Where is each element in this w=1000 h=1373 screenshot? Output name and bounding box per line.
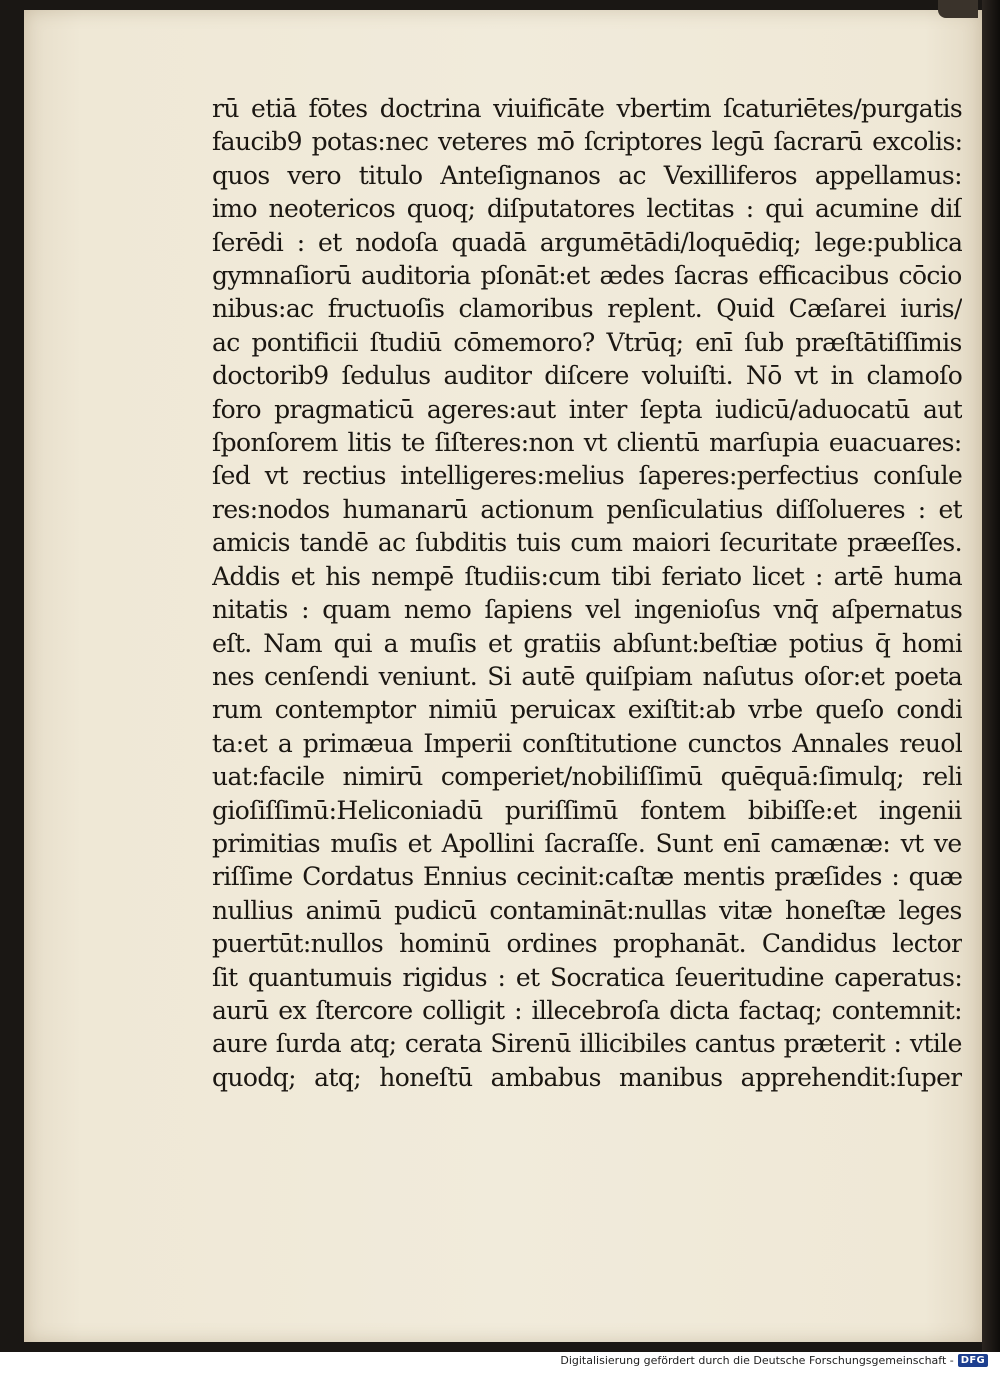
text-line: rum contemptor nimiū peruicax exiſtit:ab vrbe queſo condi bbox=[212, 695, 962, 725]
text-line: foro pragmaticū ageres:aut inter ſepta iudicū/aduocatū aut bbox=[212, 394, 962, 424]
text-line: aure ſurda atq; cerata Sirenū illicibiles cantus præterit : vtile bbox=[212, 1029, 962, 1059]
text-line: eſt. Nam qui a muſis et gratiis abſunt:beſtiæ potius q̄ homi bbox=[212, 628, 962, 658]
text-line: res:nodos humanarū actionum penſiculatius diſſolueres : et bbox=[212, 494, 962, 524]
text-line: quos vero titulo Anteſignanos ac Vexilliferos appellamus: bbox=[212, 160, 962, 190]
funding-credit-text: Digitalisierung gefördert durch die Deutsche Forschungsgemeinschaft - bbox=[560, 1354, 954, 1367]
text-line: uat:facile nimirū comperiet/nobiliſſimū quēquā:ſimulq; reli bbox=[212, 762, 962, 792]
text-line: ſit quantumuis rigidus : et Socratica ſeueritudine caperatus: bbox=[212, 962, 962, 992]
text-line: ſerēdi : et nodoſa quadā argumētādi/loquēdiq; lege:publica bbox=[212, 227, 962, 257]
page-corner bbox=[938, 0, 978, 18]
text-line: faucib9 potas:nec veteres mō ſcriptores legū ſacrarū excolis: bbox=[212, 127, 962, 157]
text-line: ſed vt rectius intelligeres:melius ſaperes:perfectius conſule bbox=[212, 461, 962, 491]
text-line: nullius animū pudicū contamināt:nullas vitæ honeſtæ leges bbox=[212, 895, 962, 925]
text-line: nibus:ac fructuoſis clamoribus replent. Quid Cæſarei iuris/ bbox=[212, 294, 962, 324]
text-line: nitatis : quam nemo ſapiens vel ingenioſus vnq̄ aſpernatus bbox=[212, 595, 962, 625]
text-line: aurū ex ſtercore colligit : illecebroſa dicta factaq; contemnit: bbox=[212, 995, 962, 1025]
book-edge bbox=[982, 0, 1000, 1352]
text-line: ta:et a primæua Imperii conſtitutione cunctos Annales reuol bbox=[212, 728, 962, 758]
text-line: ſponſorem litis te ſiſteres:non vt clientū marſupia euacuares: bbox=[212, 428, 962, 458]
text-line: imo neotericos quoq; diſputatores lectitas : qui acumine diſ bbox=[212, 194, 962, 224]
text-line: ac pontificii ſtudiū cōmemoro? Vtrūq; enī ſub præſtātiſſimis bbox=[212, 327, 962, 357]
text-line: primitias muſis et Apollini ſacraſſe. Sunt enī camænæ: vt ve bbox=[212, 828, 962, 858]
page-text bbox=[212, 92, 962, 1094]
text-line: nes cenſendi veniunt. Si autē quiſpiam naſutus oſor:et poeta bbox=[212, 661, 962, 691]
text-line: riſſime Cordatus Ennius cecinit:caſtæ mentis præſides : quæ bbox=[212, 862, 962, 892]
dfg-logo: DFG bbox=[958, 1354, 988, 1367]
text-line: amicis tandē ac ſubditis tuis cum maiori ſecuritate præeſſes. bbox=[212, 528, 962, 558]
funding-credit bbox=[560, 1352, 988, 1369]
scanned-page bbox=[24, 10, 982, 1342]
text-line: Addis et his nempē ſtudiis:cum tibi feriato licet : artē huma bbox=[212, 561, 962, 591]
text-line: rū etiā fōtes doctrina viuificāte vbertim ſcaturiētes/purgatis bbox=[212, 94, 962, 123]
text-line: puertūt:nullos hominū ordines prophanāt. Candidus lector bbox=[212, 929, 962, 959]
text-line: doctorib9 ſedulus auditor diſcere voluiſti. Nō vt in clamoſo bbox=[212, 361, 962, 391]
text-line: quodq; atq; honeſtū ambabus manibus apprehendit:ſuper bbox=[212, 1062, 962, 1092]
text-line: gymnaſiorū auditoria pſonāt:et ædes ſacras efficacibus cōcio bbox=[212, 261, 962, 291]
text-line: gioſiſſimū:Heliconiadū puriſſimū fontem bibiſſe:et ingenii bbox=[212, 795, 962, 825]
